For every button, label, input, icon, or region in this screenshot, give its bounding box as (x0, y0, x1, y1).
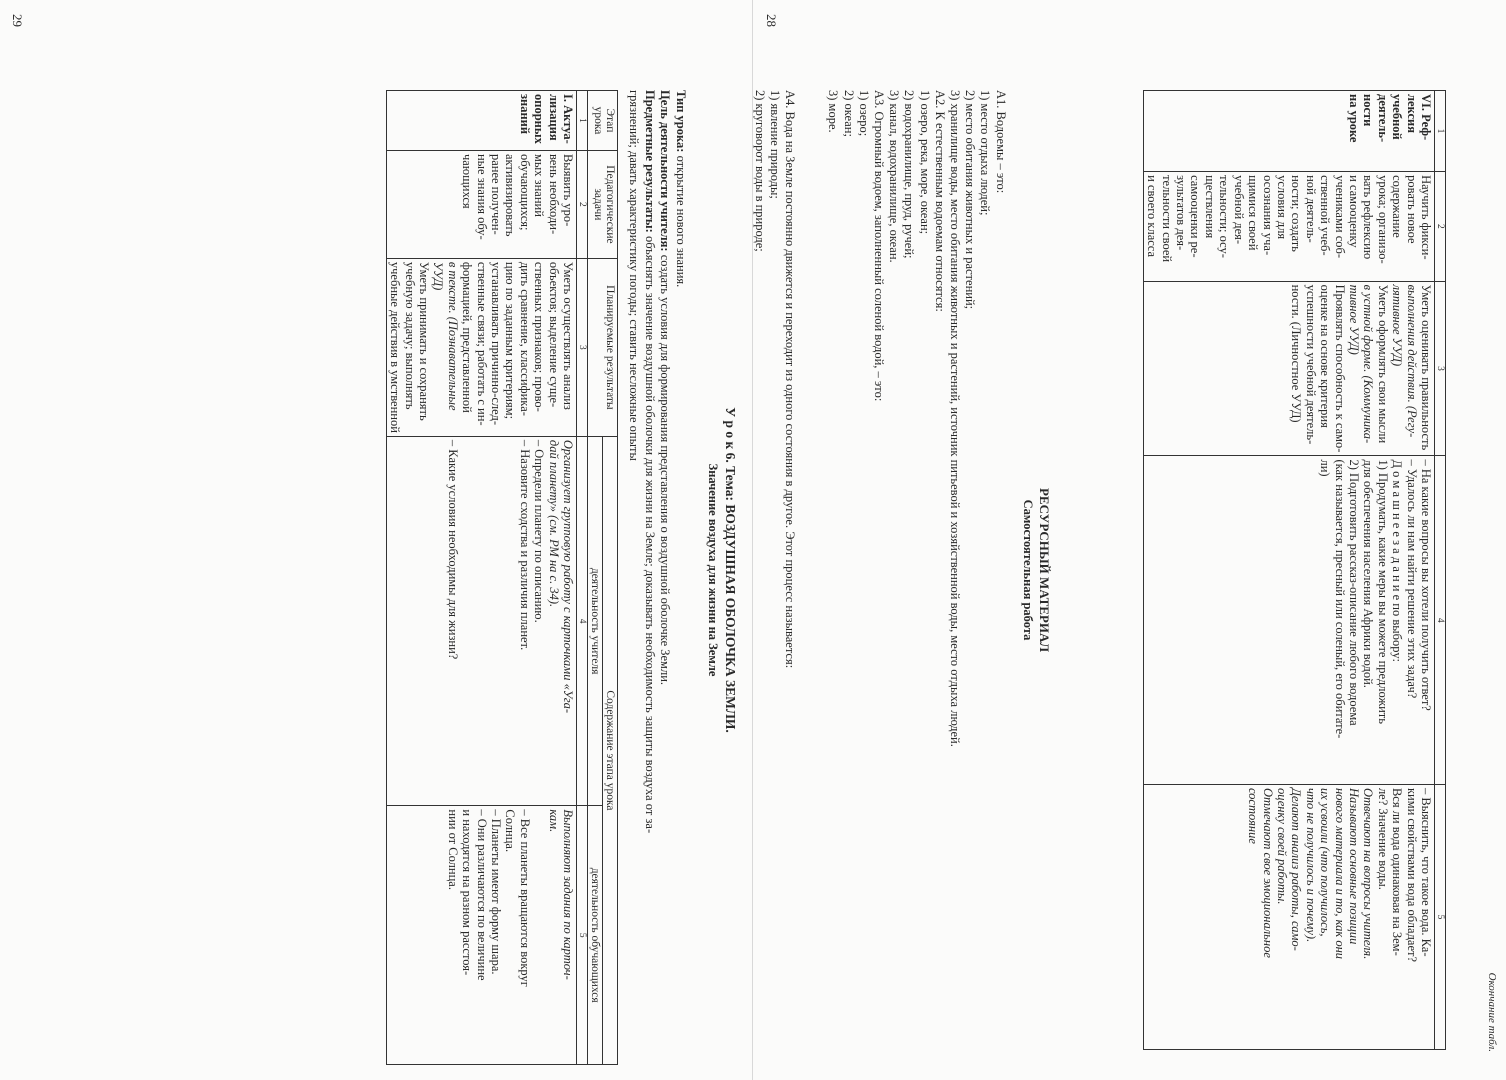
results-line: Проявлять способность к само- (1332, 284, 1347, 453)
tasks-line: условия для (1274, 175, 1289, 240)
table-row (1143, 91, 1434, 1050)
tasks-line: самооценки ре- (1188, 175, 1203, 258)
quiz-line: 1) явление природы; (767, 90, 782, 199)
quiz-line: А1. Водоемы – это: (993, 90, 1008, 194)
header-content: Содержание этапа урока (603, 436, 618, 1064)
stage-line: ности (1361, 94, 1376, 127)
stage-line: VI. Реф- (1419, 94, 1433, 141)
quiz-line: 1) озеро; (856, 90, 871, 137)
col-number: 1 (577, 91, 588, 151)
quiz-line: 2) водохранилище, пруд, ручей; (902, 90, 917, 259)
teacher-line: – На какие вопросы вы хотели получить ответ? (1419, 459, 1433, 711)
tasks-line: содержание (1390, 175, 1405, 238)
students-line: – Выяснить, что такое вода. Ка- (1419, 787, 1433, 957)
table-header-row (603, 91, 618, 1065)
table-continuation-note: Окончание табл. (1486, 972, 1498, 1052)
quiz-line: 2) круговорот воды в природе; (753, 90, 767, 252)
students-line: кими свойствами вода обладает? (1404, 787, 1419, 963)
stage-line: лизация (546, 94, 561, 141)
students-line: нии от Солнца. (445, 809, 460, 890)
results-line: дить сравнение, классифика- (517, 261, 532, 416)
results-line: объектов; выделение суще- (546, 261, 561, 408)
stage-line: учебной (1390, 94, 1405, 140)
students-line: нового материала и то, как они (1332, 787, 1347, 960)
column-numbers-row (1435, 91, 1446, 1050)
teacher-cell (386, 436, 576, 806)
teacher-line: ли) (1318, 459, 1333, 477)
results-line: выполнения действия. (Регу- (1404, 284, 1419, 438)
tasks-cell (386, 150, 576, 258)
students-line: их усвоили (что получилось, (1318, 787, 1333, 937)
quiz-line: А3. Огромный водоем, заполненный соленой водой, – это: (871, 90, 886, 402)
lesson-theme: Тема: ВОЗДУШНАЯ ОБОЛОЧКА ЗЕМЛИ. (723, 466, 738, 733)
quiz-line: 3) канал, водохранилище, океан. (887, 90, 902, 263)
results-line: ности. (Личностное УУД) (1289, 284, 1304, 423)
quiz-line: 3) море. (826, 90, 841, 133)
lesson-label: У р о к 6. (723, 407, 738, 463)
subject-results-cont: грязнений; давать характеристику погоды; ставить несложные опыты (627, 90, 642, 461)
teacher-line: Организует групповую работу с карточками «Уга- (561, 439, 575, 713)
tasks-line: вень необходи- (546, 153, 561, 235)
teacher-spacer (460, 440, 474, 803)
tasks-line: ществления (1202, 175, 1217, 239)
column-numbers-row (577, 91, 588, 1065)
lesson-title (722, 90, 738, 1050)
teacher-line: дай планету» (см. РМ на с. 34). (546, 439, 561, 608)
tasks-line: обучающихся; (517, 153, 532, 231)
tasks-line: вать рефлексию (1361, 175, 1376, 260)
table-row (386, 91, 576, 1065)
lesson-type-value: открытие нового знания. (674, 155, 688, 288)
teacher-line: 2) Подготовить рассказ-описание любого водоема (1346, 459, 1361, 726)
col-number: 3 (577, 258, 588, 436)
tasks-cell (1143, 172, 1434, 282)
tasks-line: и своего класса (1145, 175, 1160, 258)
results-cell (386, 258, 576, 436)
results-line: УУД) (431, 261, 446, 291)
tasks-line: мых знаний (532, 153, 547, 217)
stage-line: опорных (532, 94, 547, 144)
results-line: учебные действия в умственной (388, 261, 403, 433)
reflection-table (1143, 90, 1446, 1050)
results-line: Уметь оформлять свои мысли (1375, 284, 1390, 444)
quiz-line: 2) океан; (841, 90, 856, 137)
teacher-line: – Какие условия необходимы для жизни? (445, 439, 460, 660)
students-line: Называют основные позиции (1346, 787, 1361, 945)
quiz-line: 3) хранилище воды, место обитания животных и растений, источник питьевой и хозяйственной воды, место отдыха людей. (947, 90, 962, 747)
results-line: устанавливать причинно-след- (488, 261, 503, 426)
quiz-line: А2. К естественным водоемам относятся: (932, 90, 947, 312)
students-line: ле? Значение воды. (1375, 787, 1390, 890)
subject-results-value: объяснять значение воздушной оболочки для жизни на Земле; доказывать необходимость защиты воздуха от за- (642, 235, 657, 834)
results-line: Уметь принимать и сохранять (416, 261, 431, 421)
results-line: оценке на основе критерия (1318, 284, 1333, 428)
tasks-line: тельности своей (1159, 175, 1174, 263)
quiz-line: 1) озеро, река, море, океан; (917, 90, 932, 235)
stage-cell (386, 91, 576, 151)
students-line: кам. (546, 809, 561, 833)
tasks-line: тельности; осу- (1217, 175, 1232, 258)
tasks-line: осознания уча- (1260, 175, 1275, 256)
lesson-type-label: Тип урока: (674, 90, 688, 153)
tasks-line: зультатов дея- (1174, 175, 1189, 251)
results-line: учебную задачу; выполнять (402, 261, 417, 410)
tasks-line: ранее получен- (488, 153, 503, 235)
subject-results (641, 90, 657, 1065)
students-line: Отмечают свое эмоциональное (1260, 787, 1275, 958)
tasks-line: ные знания обу- (474, 153, 489, 240)
tasks-line: ровать новое (1404, 175, 1419, 244)
tasks-line: Научить фикси- (1419, 175, 1433, 260)
teacher-line: (как называется, пресный или соленый, его обитате- (1332, 459, 1347, 739)
quiz-line: А4. Вода на Земле постоянно движется и переходит из одного состояния в другое. Этот процесс называется: (783, 90, 798, 669)
results-line: успешности учебной деятель- (1303, 284, 1318, 445)
lesson-info (626, 90, 688, 1065)
quiz-line: 1) место отдыха людей; (978, 90, 993, 216)
resource-subtitle: Самостоятельная работа (1020, 499, 1035, 641)
teacher-line: – Назовите сходства и различия планет. (517, 439, 532, 651)
header-stage: Этап урока (588, 91, 618, 151)
stage-line: знаний (517, 94, 532, 135)
students-line: состояние (1246, 787, 1261, 844)
teacher-goal-value: создать условия для формирования представления о воздушной оболочке Земли. (658, 254, 673, 686)
tasks-line: чающихся (460, 153, 475, 209)
teacher-goal-label: Цель деятельности учителя: (658, 90, 673, 252)
lesson-type (672, 90, 688, 1065)
teacher-spacer (489, 440, 503, 803)
students-spacer (532, 809, 546, 1061)
col-number: 5 (1435, 784, 1446, 1049)
header-teacher: деятельность учителя (588, 436, 603, 806)
tasks-line: урока; организо- (1375, 175, 1390, 264)
header-results: Планируемые результаты (588, 258, 618, 436)
students-cell (386, 806, 576, 1065)
tasks-line: ности; создать (1289, 175, 1304, 252)
tasks-line: и самооценку (1346, 175, 1361, 248)
results-line: цию по заданным критериям; (503, 261, 518, 420)
students-line: Делают анализ работы, само- (1289, 787, 1304, 951)
students-line: – Они различаются по величине (474, 809, 489, 981)
col-number: 3 (1435, 281, 1446, 456)
results-line: Уметь оценивать правильность (1419, 284, 1433, 451)
results-line: Уметь осуществлять анализ (561, 261, 575, 410)
students-line: – Планеты имеют форму шара. (488, 809, 503, 975)
col-number: 5 (577, 806, 588, 1065)
results-cell (1143, 281, 1434, 456)
teacher-cell (1143, 456, 1434, 784)
page-number: 29 (10, 14, 25, 27)
teacher-goal (657, 90, 673, 1065)
students-line: Вся ли вода одинаковая на Зем- (1390, 787, 1405, 956)
tasks-line: Выявить уро- (561, 153, 575, 227)
tasks-line: учениками соб- (1332, 175, 1347, 259)
students-line: Выполняют задания по карточ- (561, 809, 575, 980)
results-line: тивное УУД) (1346, 284, 1361, 355)
teacher-line: – Удалось ли нам найти решение этих задач? (1404, 459, 1419, 699)
students-line: – Все планеты вращаются вокруг (517, 809, 532, 987)
col-number: 1 (1435, 91, 1446, 172)
results-line: лятивное УУД) (1390, 284, 1405, 367)
col-number: 4 (577, 436, 588, 806)
results-line: в устной форме. (Коммуника- (1361, 284, 1376, 444)
students-line: что не получилось и почему). (1303, 787, 1318, 943)
stage-line: на уроке (1346, 94, 1361, 143)
stage-line: лексия (1404, 94, 1419, 133)
stage-line: деятель- (1375, 94, 1390, 143)
resource-material (753, 90, 1052, 1050)
students-line: и находятся на разном расстоя- (460, 809, 475, 976)
students-line: Солнца. (503, 809, 518, 853)
teacher-line: Д о м а ш н е е з а д а н и е по выбору: (1390, 459, 1405, 662)
subject-results-label: Предметные результаты: (642, 90, 657, 233)
stage-cell (1143, 91, 1434, 172)
quiz-line: 2) место обитания животных и растений; (963, 90, 978, 310)
tasks-line: ственной учеб- (1318, 175, 1333, 256)
results-line: формацией, представленной (460, 261, 475, 413)
stage-line: I. Актуа- (561, 94, 575, 144)
results-line: в тексте. (Познавательные (445, 261, 460, 411)
teacher-line: – Определи планету по описанию. (532, 439, 547, 623)
teacher-spacer (503, 440, 517, 803)
tasks-line: ной деятель- (1303, 175, 1318, 243)
col-number: 4 (1435, 456, 1446, 784)
header-tasks: Педагогические задачи (588, 150, 618, 258)
students-cell (1143, 784, 1434, 1049)
resource-title: РЕСУРСНЫЙ МАТЕРИАЛ (1037, 487, 1052, 653)
teacher-line: 1) Продумать, какие меры вы можете предложить (1375, 459, 1390, 724)
students-line: Отвечают на вопросы учителя. (1361, 787, 1376, 960)
header-students: деятельность обучающихся (588, 806, 603, 1065)
col-number: 2 (1435, 172, 1446, 282)
teacher-spacer (474, 440, 488, 803)
page-28 (753, 0, 1506, 1080)
tasks-line: щимися своей (1246, 175, 1261, 251)
tasks-line: активизировать (503, 153, 518, 237)
students-line: оценку своей работы. (1274, 787, 1289, 905)
lesson-table (386, 90, 618, 1065)
page-number: 28 (764, 14, 779, 27)
results-line: ственных признаков; прово- (532, 261, 547, 412)
teacher-line: для обеспечения населения Африки водой. (1361, 459, 1376, 688)
tasks-line: учебной дея- (1231, 175, 1246, 245)
lesson-subtitle: Значение воздуха для жизни на Земле (706, 463, 720, 677)
col-number: 2 (577, 150, 588, 258)
results-line: ственные связи; работать с ин- (474, 261, 489, 426)
